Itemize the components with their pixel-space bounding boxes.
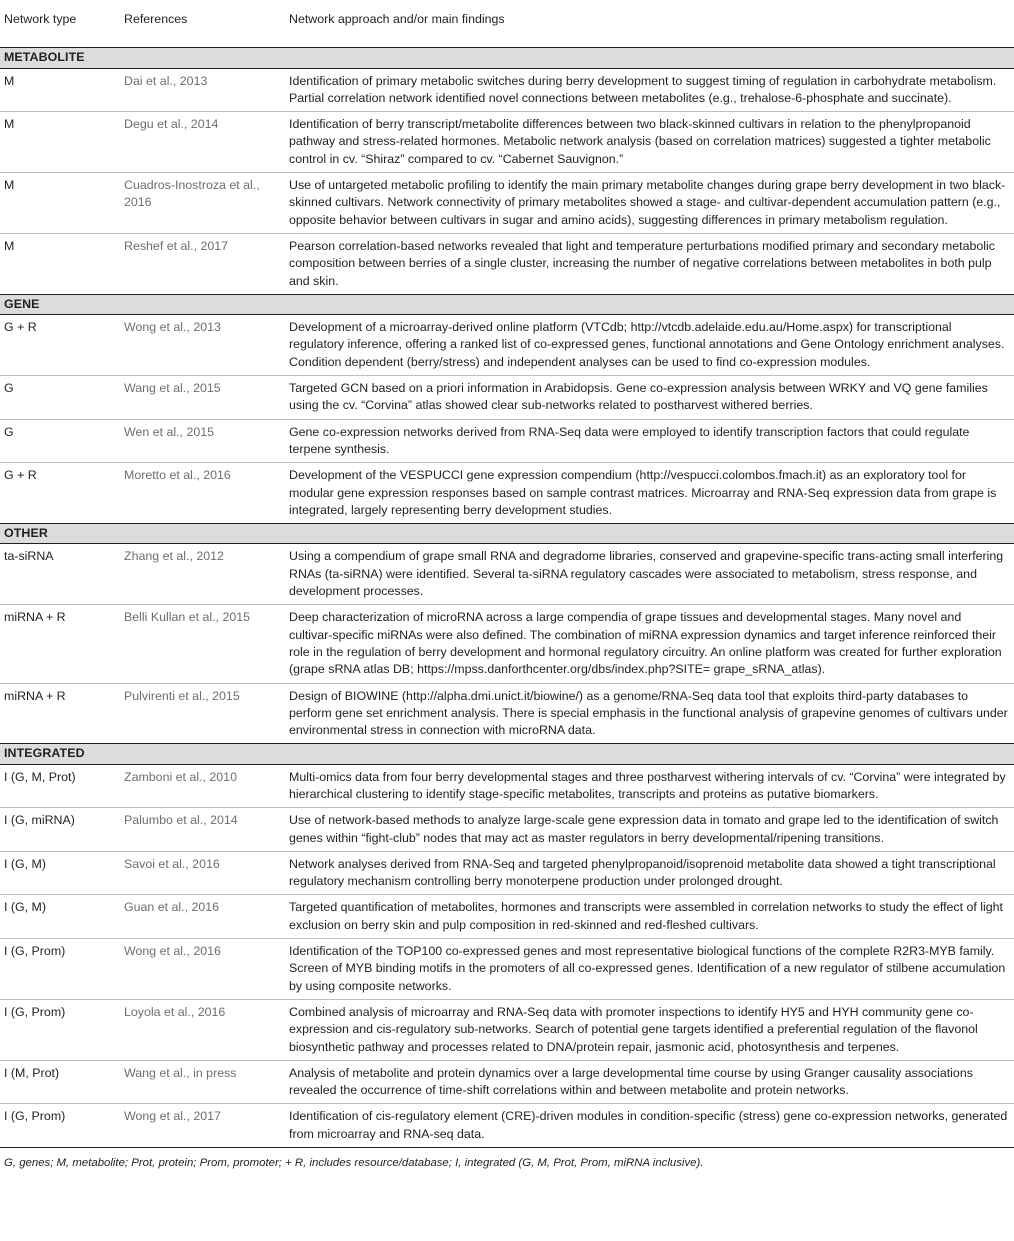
section-header-row (0, 524, 1014, 544)
network-type-cell: G (0, 376, 120, 420)
reference-cell: Pulvirenti et al., 2015 (120, 683, 285, 744)
reference-cell: Cuadros-Inostroza et al., 2016 (120, 173, 285, 234)
table-row (0, 939, 1014, 1000)
findings-cell: Targeted GCN based on a priori information in Arabidopsis. Gene co-expression analysis between WRKY and VQ gene families using the cv. “Corvina” atlas showed clear sub-networks related to postharvest withered berries. (285, 376, 1014, 420)
findings-cell: Identification of berry transcript/metabolite differences between two black-skinned cultivars in relation to the phenylpropanoid pathway and stress-related hormones. Metabolic network analysis (based on correlation matrices) suggested a tighter metabolic control in cv. “Shiraz” compared to cv. “Cabernet Sauvignon.” (285, 112, 1014, 173)
findings-cell: Combined analysis of microarray and RNA-Seq data with promoter inspections to identify HY5 and HYH community gene co-expression and cis-regulatory sub-networks. Search of potential gene targets identified a preferential regulation of the flavonol biosynthetic pathway and processes related to DNA/protein repair, jasmonic acid, photosynthesis and terpenes. (285, 999, 1014, 1060)
network-type-cell: I (G, M) (0, 895, 120, 939)
findings-cell: Deep characterization of microRNA across a large compendia of grape tissues and developmental stages. Many novel and cultivar-specific miRNAs were also defined. The combination of miRNA expression dynamics and target inference reinforced their role in the regulation of berry development and hormonal regulatory circuitry. An online platform was created for further exploration (grape sRNA atlas DB; https://mpss.danforthcenter.org/dbs/index.php?SITE= grape_sRNA_atlas). (285, 605, 1014, 683)
reference-cell: Dai et al., 2013 (124, 73, 208, 88)
section-title: INTEGRATED (0, 744, 1014, 764)
table-row (0, 68, 1014, 112)
findings-cell: Pearson correlation-based networks revealed that light and temperature perturbations modified primary and secondary metabolic composition between berries of a single cluster, increasing the number of negative correlations between metabolites in both pulp and skin. (285, 233, 1014, 294)
table-row (0, 895, 1014, 939)
findings-cell: Identification of primary metabolic switches during berry development to suggest timing of regulation in carbohydrate metabolism. Partial correlation network identified novel connections between metabolites (e.g., trehalose-6-phosphate and succinate). (289, 73, 997, 105)
findings-cell: Gene co-expression networks derived from RNA-Seq data were employed to identify transcription factors that could regulate terpene synthesis. (285, 419, 1014, 463)
table-row (0, 764, 1014, 808)
network-type-cell: miRNA + R (0, 683, 120, 744)
header-references: References (120, 0, 285, 48)
table-row (0, 173, 1014, 234)
reference-cell: Belli Kullan et al., 2015 (120, 605, 285, 683)
findings-cell: Development of a microarray-derived online platform (VTCdb; http://vtcdb.adelaide.edu.au/Home.aspx) for transcriptional regulatory inference, offering a ranked list of co-expressed genes, functional annotations and Gene Ontology enrichment analyses. Condition dependent (berry/stress) and independent analyses can be used to find co-expression modules. (289, 320, 1005, 369)
section-header-row (0, 48, 1014, 68)
findings-cell: Analysis of metabolite and protein dynamics over a large developmental time course by using Granger causality associations revealed the occurrence of time-shift correlations within and between metabolite and protein networks. (285, 1060, 1014, 1104)
table-row (0, 1060, 1014, 1104)
findings-cell: Using a compendium of grape small RNA and degradome libraries, conserved and grapevine-specific trans-acting small interfering RNAs (ta-siRNA) were identified. Several ta-siRNA regulatory cascades were associated to metabolism, stress response, and development processes. (289, 549, 1004, 599)
table-row (0, 376, 1014, 420)
section-title: OTHER (0, 524, 1014, 544)
findings-cell: Identification of cis-regulatory element (CRE)-driven modules in condition-specific (stress) gene co-expression networks, generated from microarray and RNA-seq data. (285, 1104, 1014, 1148)
findings-cell: Development of the VESPUCCI gene expression compendium (http://vespucci.colombos.fmach.it) as an exploratory tool for modular gene expression responses based on sample contrast matrices. Microarray and RNA-Seq expression data from grape is integrated, largely representing berry development studies. (285, 463, 1014, 524)
network-type-cell: ta-siRNA (4, 549, 54, 564)
table-row (0, 419, 1014, 463)
network-type-cell: I (G, Prom) (0, 999, 120, 1060)
network-type-cell: G + R (4, 320, 37, 335)
table-row (0, 1104, 1014, 1148)
network-type-cell: M (4, 73, 15, 88)
section-header-row (0, 744, 1014, 764)
findings-cell: Use of untargeted metabolic profiling to identify the main primary metabolite changes during grape berry development in two black-skinned cultivars. Network connectivity of primary metabolites showed a stage- and cultivar-dependent accumulation pattern (e.g., opposite behavior between cultivars in sugar and amino acids), suggesting differences in primary metabolism regulation. (285, 173, 1014, 234)
table-row (0, 463, 1014, 524)
reference-cell: Degu et al., 2014 (120, 112, 285, 173)
network-type-cell: I (G, miRNA) (0, 808, 120, 852)
network-type-cell: I (M, Prot) (0, 1060, 120, 1104)
reference-cell: Wong et al., 2017 (120, 1104, 285, 1148)
table-row (0, 315, 1014, 376)
findings-cell: Network analyses derived from RNA-Seq and targeted phenylpropanoid/isoprenoid metabolite data showed a tight transcriptional regulatory mechanism controlling berry monoterpene production under prolonged drought. (285, 851, 1014, 895)
section-header-row (0, 294, 1014, 314)
header-findings: Network approach and/or main findings (285, 0, 1014, 48)
table-row (0, 605, 1014, 683)
network-type-cell: I (G, M) (0, 851, 120, 895)
network-type-cell: G (0, 419, 120, 463)
table-row (0, 112, 1014, 173)
network-type-cell: M (0, 233, 120, 294)
reference-cell: Zamboni et al., 2010 (124, 769, 237, 784)
header-row (0, 0, 1014, 48)
findings-cell: Targeted quantification of metabolites, hormones and transcripts were assembled in correlation networks to study the effect of light exclusion on berry skin and pulp composition in red-skinned and red-fleshed cultivars. (285, 895, 1014, 939)
table-row (0, 544, 1014, 605)
section-title: METABOLITE (0, 48, 1014, 68)
network-type-cell: M (0, 173, 120, 234)
table-row (0, 233, 1014, 294)
reference-cell: Wang et al., 2015 (120, 376, 285, 420)
network-type-cell: I (G, M, Prot) (4, 769, 76, 784)
reference-cell: Moretto et al., 2016 (120, 463, 285, 524)
reference-cell: Loyola et al., 2016 (120, 999, 285, 1060)
network-type-cell: I (G, Prom) (0, 1104, 120, 1148)
reference-cell: Wen et al., 2015 (120, 419, 285, 463)
table-row (0, 683, 1014, 744)
reference-cell: Wong et al., 2013 (124, 320, 221, 335)
table-body (0, 48, 1014, 1148)
findings-cell: Use of network-based methods to analyze large-scale gene expression data in tomato and grape led to the identification of switch genes within “fight-club” nodes that may act as master regulators in berry developmental/ripening transitions. (285, 808, 1014, 852)
network-type-cell: M (0, 112, 120, 173)
table-footnote: G, genes; M, metabolite; Prot, protein; Prom, promoter; + R, includes resource/database; I, integrated (G, M, Prot, Prom, miRNA inclusive). (4, 1157, 704, 1170)
table-row (0, 999, 1014, 1060)
header-network-type: Network type (0, 0, 120, 48)
network-type-cell: miRNA + R (0, 605, 120, 683)
network-type-cell: I (G, Prom) (0, 939, 120, 1000)
reference-cell: Savoi et al., 2016 (120, 851, 285, 895)
reference-cell: Wong et al., 2016 (120, 939, 285, 1000)
table-row (0, 851, 1014, 895)
network-type-cell: G + R (0, 463, 120, 524)
findings-cell: Design of BIOWINE (http://alpha.dmi.unict.it/biowine/) as a genome/RNA-Seq data tool that exploits third-party databases to perform gene set enrichment analysis. There is special emphasis in the functional analysis of grapevine genomes of cultivars under environmental stress in connection with microRNA data. (285, 683, 1014, 744)
reference-cell: Zhang et al., 2012 (124, 549, 224, 564)
reference-cell: Palumbo et al., 2014 (120, 808, 285, 852)
findings-cell: Multi-omics data from four berry developmental stages and three postharvest withering intervals of cv. “Corvina” were integrated by hierarchical clustering to identify stage-specific metabolites, transcripts and proteins as putative biomarkers. (289, 769, 1006, 801)
reference-cell: Guan et al., 2016 (120, 895, 285, 939)
reference-cell: Wang et al., in press (120, 1060, 285, 1104)
table-row (0, 808, 1014, 852)
section-title: GENE (0, 294, 1014, 314)
findings-cell: Identification of the TOP100 co-expressed genes and most representative biological functions of the complete R2R3-MYB family. Screen of MYB binding motifs in the promoters of all co-expressed genes. Identification of a new regulator of stilbene accumulation by using composite networks. (285, 939, 1014, 1000)
reference-cell: Reshef et al., 2017 (120, 233, 285, 294)
